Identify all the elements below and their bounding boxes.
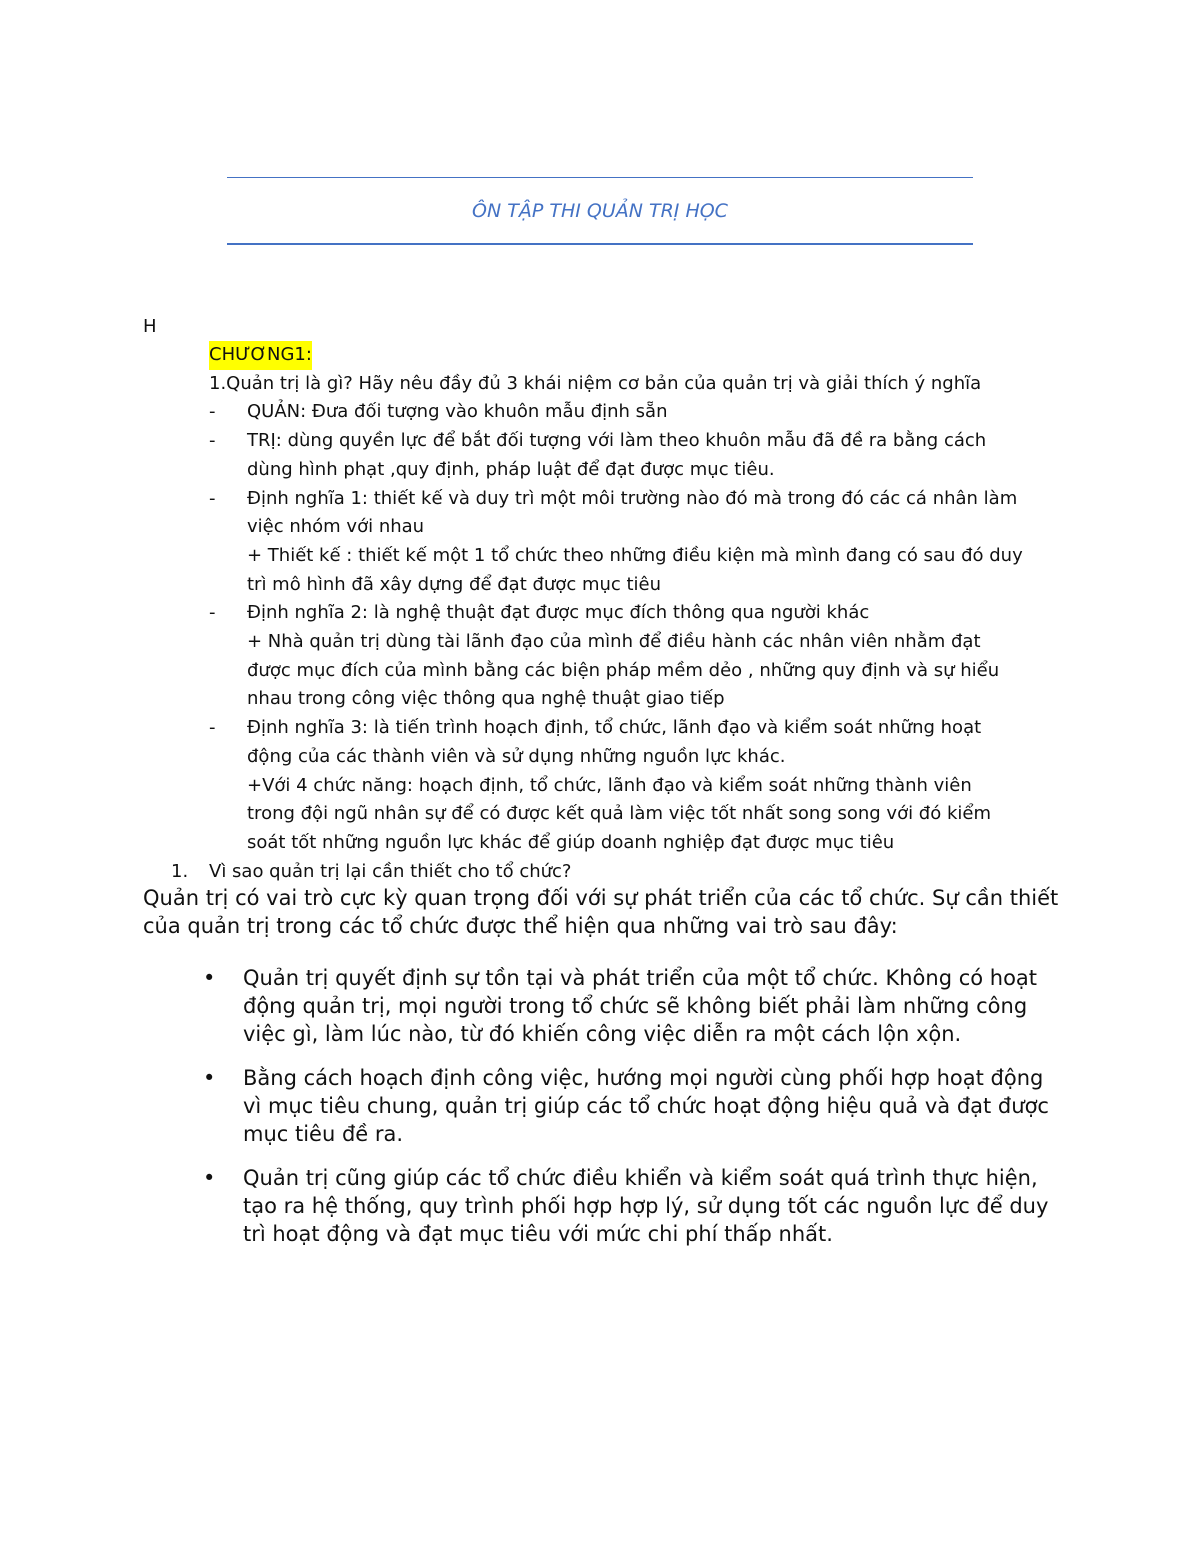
dash-item-definition-3 xyxy=(209,714,1089,858)
dash-marker: - xyxy=(209,487,216,509)
item-line: động của các thành viên và sử dụng những nguồn lực khác. xyxy=(247,745,786,767)
item-line: + Nhà quản trị dùng tài lãnh đạo của mình để điều hành các nhân viên nhằm đạt xyxy=(247,631,981,653)
chapter-outline xyxy=(171,341,1089,886)
answer-intro: Quản trị có vai trò cực kỳ quan trọng đối với sự phát triển của các tổ chức. Sự cần thiết của quản trị trong các tổ chức được thể hiện qua những vai trò sau đây: xyxy=(143,886,1059,938)
question-2-number: 1. xyxy=(171,860,189,882)
item-line: +Với 4 chức năng: hoạch định, tổ chức, lãnh đạo và kiểm soát những thành viên xyxy=(247,774,972,796)
list-item xyxy=(143,1164,1068,1248)
item-line: trì mô hình đã xây dựng để đạt được mục tiêu xyxy=(247,573,662,595)
item-line: Định nghĩa 3: là tiến trình hoạch định, tổ chức, lãnh đạo và kiểm soát những hoạt xyxy=(247,717,982,739)
bullet-marker: • xyxy=(203,1066,216,1090)
bullet-text: Quản trị quyết định sự tồn tại và phát triển của một tổ chức. Không có hoạt động quản trị, mọi người trong tổ chức sẽ không biết phải làm những công việc gì, làm lúc nào, từ đó khiến công việc diễn ra một cách lộn xộn. xyxy=(243,966,1038,1046)
title-top-rule xyxy=(227,177,973,178)
stray-letter: H xyxy=(143,316,157,337)
chapter-heading: CHƯƠNG1: xyxy=(209,341,312,370)
item-line: dùng hình phạt ,quy định, pháp luật để đạt được mục tiêu. xyxy=(247,458,775,480)
question-1: 1.Quản trị là gì? Hãy nêu đầy đủ 3 khái niệm cơ bản của quản trị và giải thích ý nghĩa xyxy=(209,372,982,394)
dash-marker: - xyxy=(209,430,216,452)
item-line: QUẢN: Đưa đối tượng vào khuôn mẫu định sẵn xyxy=(247,401,668,423)
document-title: ÔN TẬP THI QUẢN TRỊ HỌC xyxy=(472,200,728,222)
dash-marker: - xyxy=(209,602,216,624)
dash-item-definition-2 xyxy=(209,599,1089,714)
item-line: nhau trong công việc thông qua nghệ thuật giao tiếp xyxy=(247,688,725,710)
chapter-heading-line xyxy=(209,341,1089,370)
question-2-text: Vì sao quản trị lại cần thiết cho tổ chức? xyxy=(209,860,572,882)
item-line: TRỊ: dùng quyền lực để bắt đối tượng với làm theo khuôn mẫu đã đề ra bằng cách xyxy=(247,430,987,452)
list-item xyxy=(143,1064,1068,1148)
item-line: soát tốt những nguồn lực khác để giúp doanh nghiệp đạt được mục tiêu xyxy=(247,831,895,853)
item-line: trong đội ngũ nhân sự để có được kết quả làm việc tốt nhất song song với đó kiểm xyxy=(247,803,992,825)
dash-item-definition-1 xyxy=(209,485,1089,600)
dash-marker: - xyxy=(209,401,216,423)
answer-section xyxy=(143,884,1068,1264)
item-line: Định nghĩa 1: thiết kế và duy trì một môi trường nào đó mà trong đó các cá nhân làm xyxy=(247,487,1018,509)
dash-item-tri xyxy=(209,427,1089,484)
list-item xyxy=(143,964,1068,1048)
answer-bullet-list xyxy=(143,964,1068,1248)
bullet-text: Quản trị cũng giúp các tổ chức điều khiển và kiểm soát quá trình thực hiện, tạo ra hệ thống, quy trình phối hợp hợp lý, sử dụng tốt các nguồn lực để duy trì hoạt động và đạt mục tiêu với mức chi phí thấp nhất. xyxy=(243,1166,1049,1246)
item-line: + Thiết kế : thiết kế một 1 tổ chức theo những điều kiện mà mình đang có sau đó duy xyxy=(247,544,1023,566)
dash-item-quan xyxy=(209,398,1089,427)
item-line: việc nhóm với nhau xyxy=(247,516,425,538)
dash-marker: - xyxy=(209,717,216,739)
title-bottom-rule xyxy=(227,243,973,245)
question-2 xyxy=(171,858,1089,887)
bullet-text: Bằng cách hoạch định công việc, hướng mọi người cùng phối hợp hoạt động vì mục tiêu chung, quản trị giúp các tổ chức hoạt động hiệu quả và đạt được mục tiêu đề ra. xyxy=(243,1066,1049,1146)
bullet-marker: • xyxy=(203,966,216,990)
bullet-marker: • xyxy=(203,1166,216,1190)
item-line: Định nghĩa 2: là nghệ thuật đạt được mục đích thông qua người khác xyxy=(247,602,870,624)
item-line: được mục đích của mình bằng các biện pháp mềm dẻo , những quy định và sự hiểu xyxy=(247,659,1000,681)
